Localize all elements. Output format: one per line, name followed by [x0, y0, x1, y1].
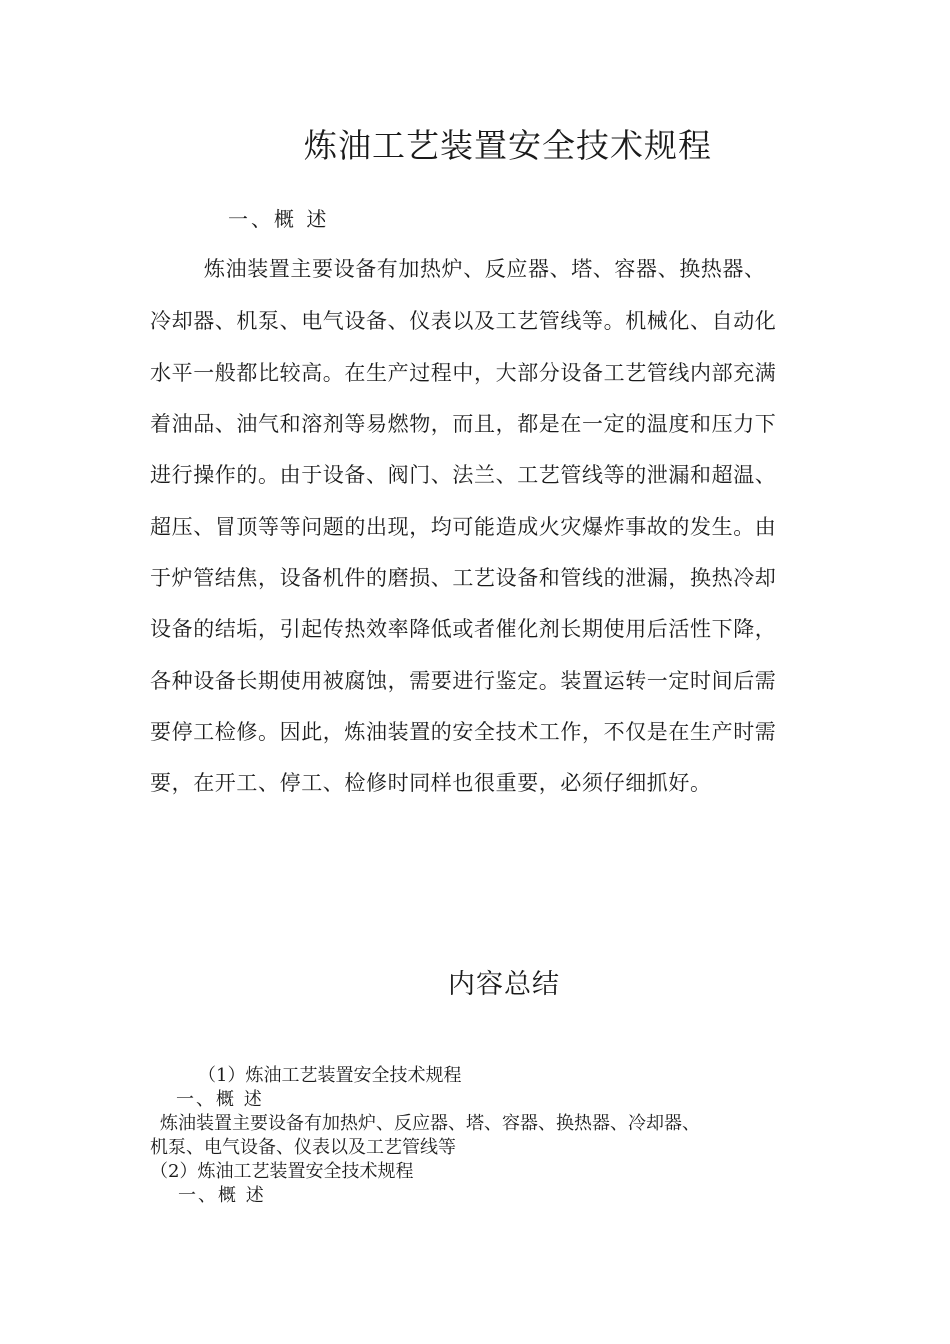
summary-line: （1）炼油工艺装置安全技术规程 [198, 1065, 462, 1086]
summary-line: 一、概 述 [176, 1089, 264, 1110]
paragraph-line: 进行操作的。由于设备、阀门、法兰、工艺管线等的泄漏和超温、 [150, 463, 777, 487]
section-heading-overview: 一、概 述 [228, 207, 330, 231]
paragraph-line: 水平一般都比较高。在生产过程中，大部分设备工艺管线内部充满 [150, 361, 777, 385]
paragraph-line: 各种设备长期使用被腐蚀，需要进行鉴定。装置运转一定时间后需 [150, 669, 777, 693]
paragraph-line: 超压、冒顶等等问题的出现，均可能造成火灾爆炸事故的发生。由 [150, 515, 777, 539]
paragraph-line: 要停工检修。因此，炼油装置的安全技术工作，不仅是在生产时需 [150, 720, 777, 744]
paragraph-line: 于炉管结焦，设备机件的磨损、工艺设备和管线的泄漏，换热冷却 [150, 566, 777, 590]
paragraph-line: 冷却器、机泵、电气设备、仪表以及工艺管线等。机械化、自动化 [150, 309, 777, 333]
paragraph-line: 要，在开工、停工、检修时同样也很重要，必须仔细抓好。 [150, 771, 712, 795]
summary-line: 机泵、电气设备、仪表以及工艺管线等 [150, 1137, 456, 1158]
paragraph-line: 着油品、油气和溶剂等易燃物，而且，都是在一定的温度和压力下 [150, 412, 777, 436]
paragraph-line: 设备的结垢，引起传热效率降低或者催化剂长期使用后活性下降， [150, 617, 777, 641]
summary-line: （2）炼油工艺装置安全技术规程 [150, 1161, 414, 1182]
paragraph-line: 炼油装置主要设备有加热炉、反应器、塔、容器、换热器、 [204, 257, 766, 281]
summary-line: 炼油装置主要设备有加热炉、反应器、塔、容器、换热器、冷却器、 [160, 1113, 700, 1134]
document-title: 炼油工艺装置安全技术规程 [304, 126, 712, 165]
summary-title: 内容总结 [448, 969, 560, 1000]
summary-line: 一、概 述 [178, 1185, 266, 1206]
